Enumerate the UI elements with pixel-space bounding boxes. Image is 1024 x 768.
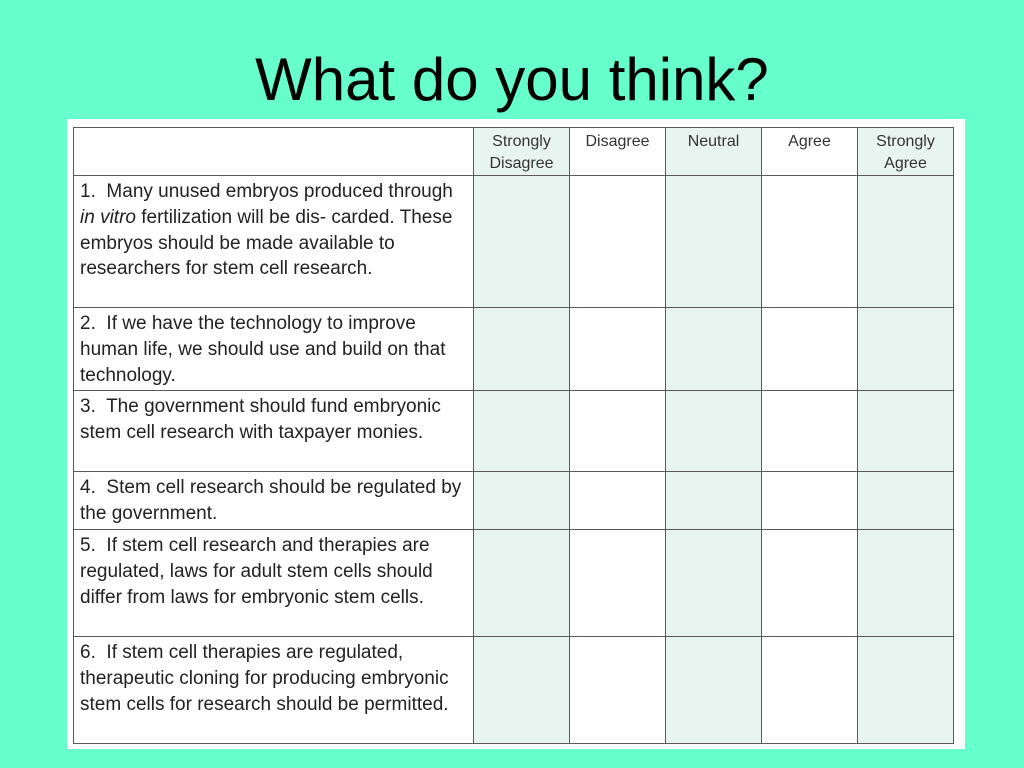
response-cell-strongly-disagree[interactable]	[474, 529, 570, 636]
statement-row	[74, 176, 954, 308]
statement-text	[74, 529, 474, 636]
header-neutral	[666, 128, 762, 176]
response-cell-agree[interactable]	[762, 636, 858, 743]
statement-text	[74, 472, 474, 530]
slide-title: What do you think?	[255, 46, 769, 113]
header-strongly-agree	[858, 128, 954, 176]
header-blank-cell	[74, 128, 474, 176]
statement-text	[74, 391, 474, 472]
statement-text-part: fertilization will be dis- carded. These embryos should be made available to researchers for stem cell research.	[80, 206, 453, 280]
response-cell-strongly-disagree[interactable]	[474, 472, 570, 530]
response-cell-strongly-agree[interactable]	[858, 308, 954, 391]
statement-text-part: Stem cell research should be regulated by the government.	[80, 477, 462, 525]
response-cell-disagree[interactable]	[570, 529, 666, 636]
survey-sheet	[67, 119, 965, 749]
header-disagree	[570, 128, 666, 176]
response-cell-neutral[interactable]	[666, 308, 762, 391]
statement-row	[74, 472, 954, 530]
statement-number: 2.	[80, 313, 96, 334]
response-cell-agree[interactable]	[762, 176, 858, 308]
response-cell-disagree[interactable]	[570, 636, 666, 743]
response-cell-strongly-disagree[interactable]	[474, 636, 570, 743]
statement-number: 6.	[80, 641, 96, 663]
response-cell-neutral[interactable]	[666, 472, 762, 530]
statement-text-part: The government should fund embryonic stem cell research with taxpayer monies.	[80, 396, 441, 444]
statement-row	[74, 529, 954, 636]
statement-text	[74, 308, 474, 391]
response-cell-neutral[interactable]	[666, 636, 762, 743]
statement-row	[74, 308, 954, 391]
header-label-line1: Neutral	[687, 133, 740, 150]
response-cell-strongly-agree[interactable]	[858, 391, 954, 472]
header-strongly-disagree	[474, 128, 570, 176]
statement-text-part: If we have the technology to improve human life, we should use and build on that technology.	[80, 313, 446, 386]
header-label-line1: Strongly	[492, 133, 551, 150]
response-cell-agree[interactable]	[762, 308, 858, 391]
header-label-line2: Agree	[884, 155, 927, 172]
header-label-line1: Disagree	[585, 133, 650, 150]
response-cell-agree[interactable]	[762, 391, 858, 472]
statement-text-part: Many unused embryos produced through	[106, 181, 453, 202]
response-cell-disagree[interactable]	[570, 391, 666, 472]
statement-row	[74, 391, 954, 472]
statement-number: 3.	[80, 396, 96, 418]
response-cell-strongly-disagree[interactable]	[474, 391, 570, 472]
header-agree	[762, 128, 858, 176]
response-cell-strongly-agree[interactable]	[858, 472, 954, 530]
survey-table	[73, 127, 954, 744]
statement-text-part: If stem cell research and therapies are regulated, laws for adult stem cells should differ from laws for embryonic stem cells.	[80, 534, 433, 608]
statement-number: 5.	[80, 534, 96, 556]
header-label-line2: Disagree	[489, 155, 554, 172]
response-cell-disagree[interactable]	[570, 308, 666, 391]
statement-number: 4.	[80, 477, 96, 499]
statement-number: 1.	[80, 181, 96, 202]
response-cell-agree[interactable]	[762, 472, 858, 530]
response-cell-agree[interactable]	[762, 529, 858, 636]
response-cell-neutral[interactable]	[666, 176, 762, 308]
statement-text	[74, 636, 474, 743]
response-cell-neutral[interactable]	[666, 391, 762, 472]
statement-emphasis: in vitro	[80, 206, 136, 228]
response-cell-neutral[interactable]	[666, 529, 762, 636]
response-cell-strongly-disagree[interactable]	[474, 308, 570, 391]
statement-text	[74, 176, 474, 308]
response-cell-disagree[interactable]	[570, 472, 666, 530]
header-row	[74, 128, 954, 176]
statement-text-part: If stem cell therapies are regulated, therapeutic cloning for producing embryonic stem cells for research should be permitted.	[80, 641, 449, 715]
response-cell-strongly-agree[interactable]	[858, 636, 954, 743]
response-cell-disagree[interactable]	[570, 176, 666, 308]
header-label-line1: Agree	[788, 133, 831, 150]
header-label-line1: Strongly	[876, 133, 935, 150]
response-cell-strongly-disagree[interactable]	[474, 176, 570, 308]
statement-row	[74, 636, 954, 743]
response-cell-strongly-agree[interactable]	[858, 529, 954, 636]
response-cell-strongly-agree[interactable]	[858, 176, 954, 308]
